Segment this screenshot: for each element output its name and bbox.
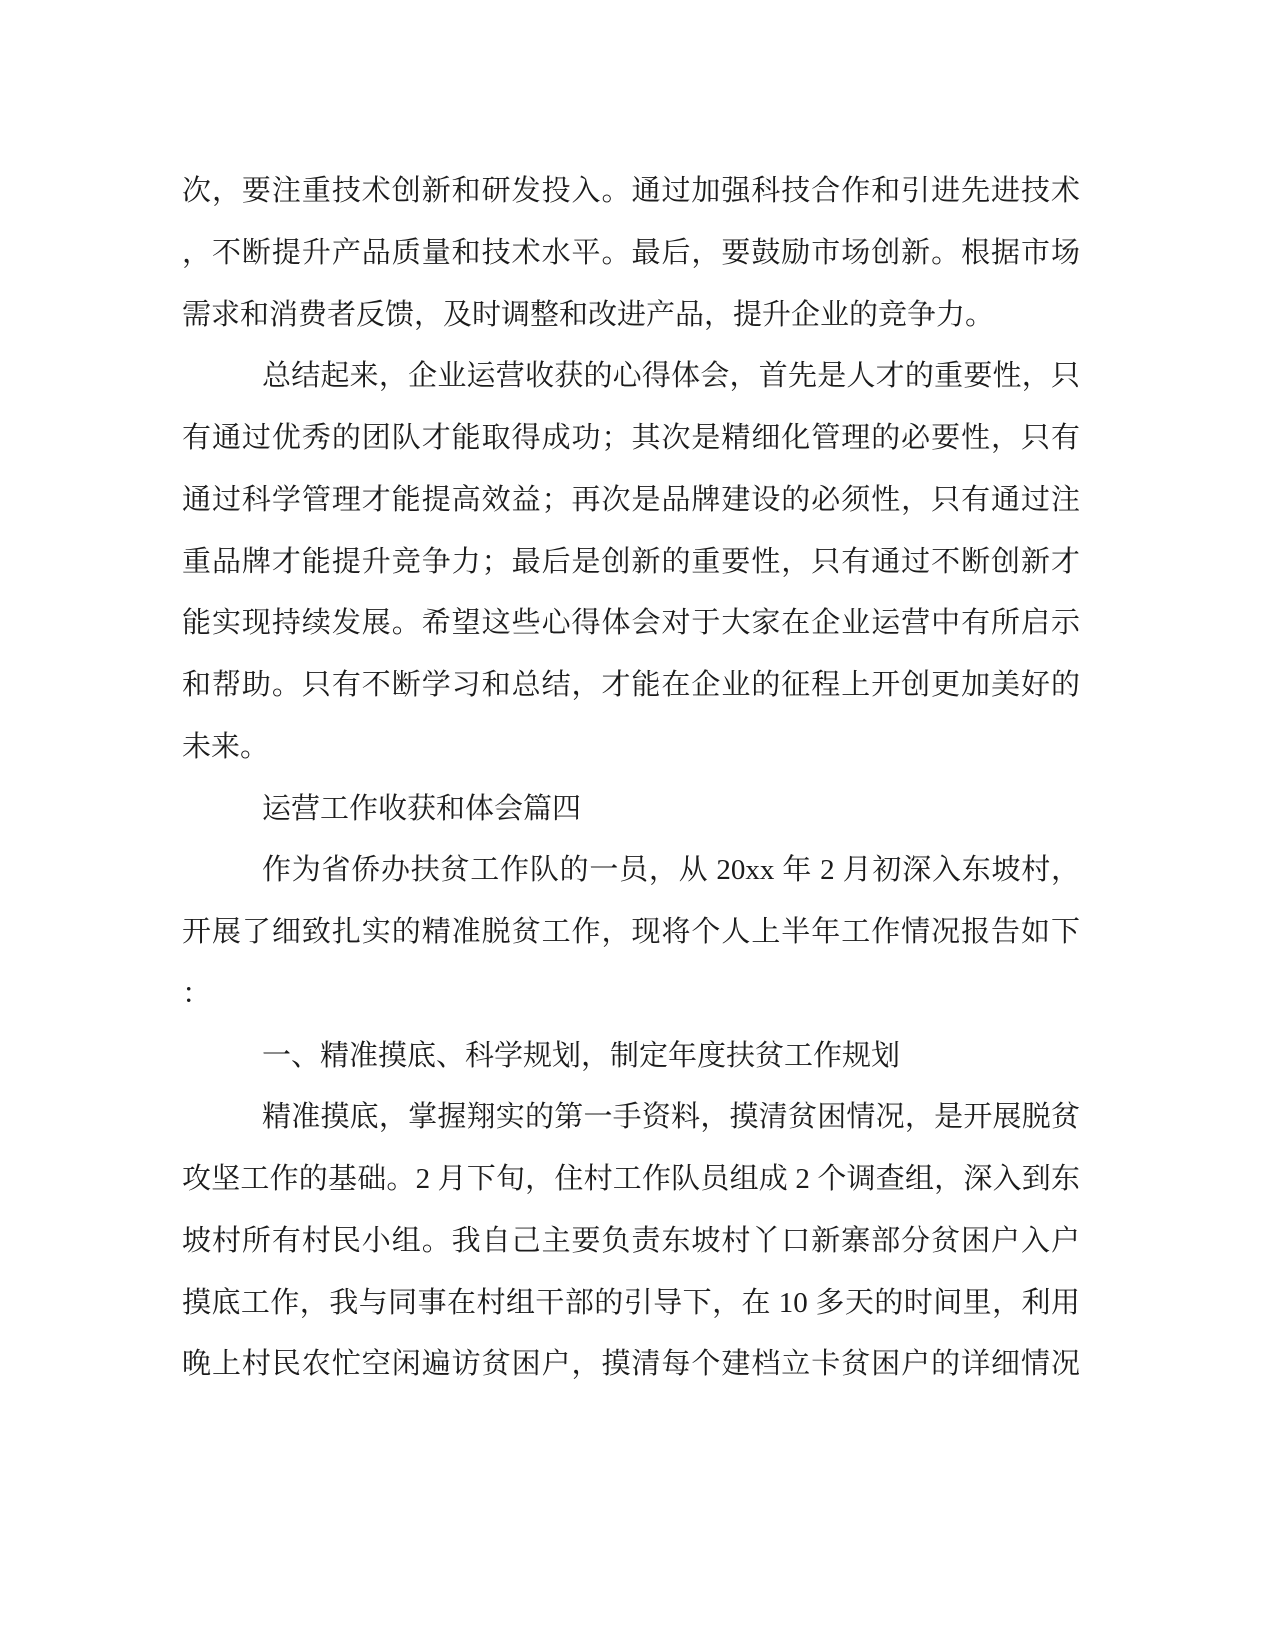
- text-line: 有通过优秀的团队才能取得成功；其次是精细化管理的必要性，只有: [182, 422, 1080, 454]
- text-line: 和帮助。只有不断学习和总结，才能在企业的征程上开创更加美好的: [182, 669, 1080, 701]
- text-line: 作为省侨办扶贫工作队的一员，从 20xx 年 2 月初深入东坡村，: [262, 854, 1080, 887]
- text-line: 需求和消费者反馈，及时调整和改进产品，提升企业的竞争力。: [182, 298, 995, 331]
- text-line: 精准摸底，掌握翔实的第一手资料，摸清贫困情况，是开展脱贫: [262, 1101, 1080, 1134]
- text-line: 摸底工作，我与同事在村组干部的引导下，在 10 多天的时间里，利用: [182, 1286, 1080, 1319]
- text-line: 坡村所有村民小组。我自己主要负责东坡村丫口新寨部分贫困户入户: [182, 1224, 1080, 1257]
- text-line: ：: [182, 977, 212, 1010]
- text-line: 通过科学管理才能提高效益；再次是品牌建设的必须性，只有通过注: [182, 483, 1080, 516]
- text-line: 晚上村民农忙空闲遍访贫困户，摸清每个建档立卡贫困户的详细情况: [182, 1348, 1080, 1381]
- text-line: 能实现持续发展。希望这些心得体会对于大家在企业运营中有所启示: [182, 607, 1080, 640]
- text-line: 攻坚工作的基础。2 月下旬，住村工作队员组成 2 个调查组，深入到东: [182, 1163, 1080, 1195]
- text-line: 开展了细致扎实的精准脱贫工作，现将个人上半年工作情况报告如下: [182, 916, 1080, 948]
- text-line: 未来。: [182, 730, 270, 763]
- text-line: 一、精准摸底、科学规划，制定年度扶贫工作规划: [262, 1039, 901, 1072]
- text-line: 重品牌才能提升竞争力；最后是创新的重要性，只有通过不断创新才: [182, 545, 1080, 578]
- text-line: ，不断提升产品质量和技术水平。最后，要鼓励市场创新。根据市场: [182, 236, 1080, 269]
- document-text-block: [182, 161, 1080, 1396]
- text-line: 次，要注重技术创新和研发投入。通过加强科技合作和引进先进技术: [182, 175, 1080, 207]
- text-line: 运营工作收获和体会篇四: [262, 792, 582, 825]
- text-line: 总结起来，企业运营收获的心得体会，首先是人才的重要性，只: [262, 360, 1080, 393]
